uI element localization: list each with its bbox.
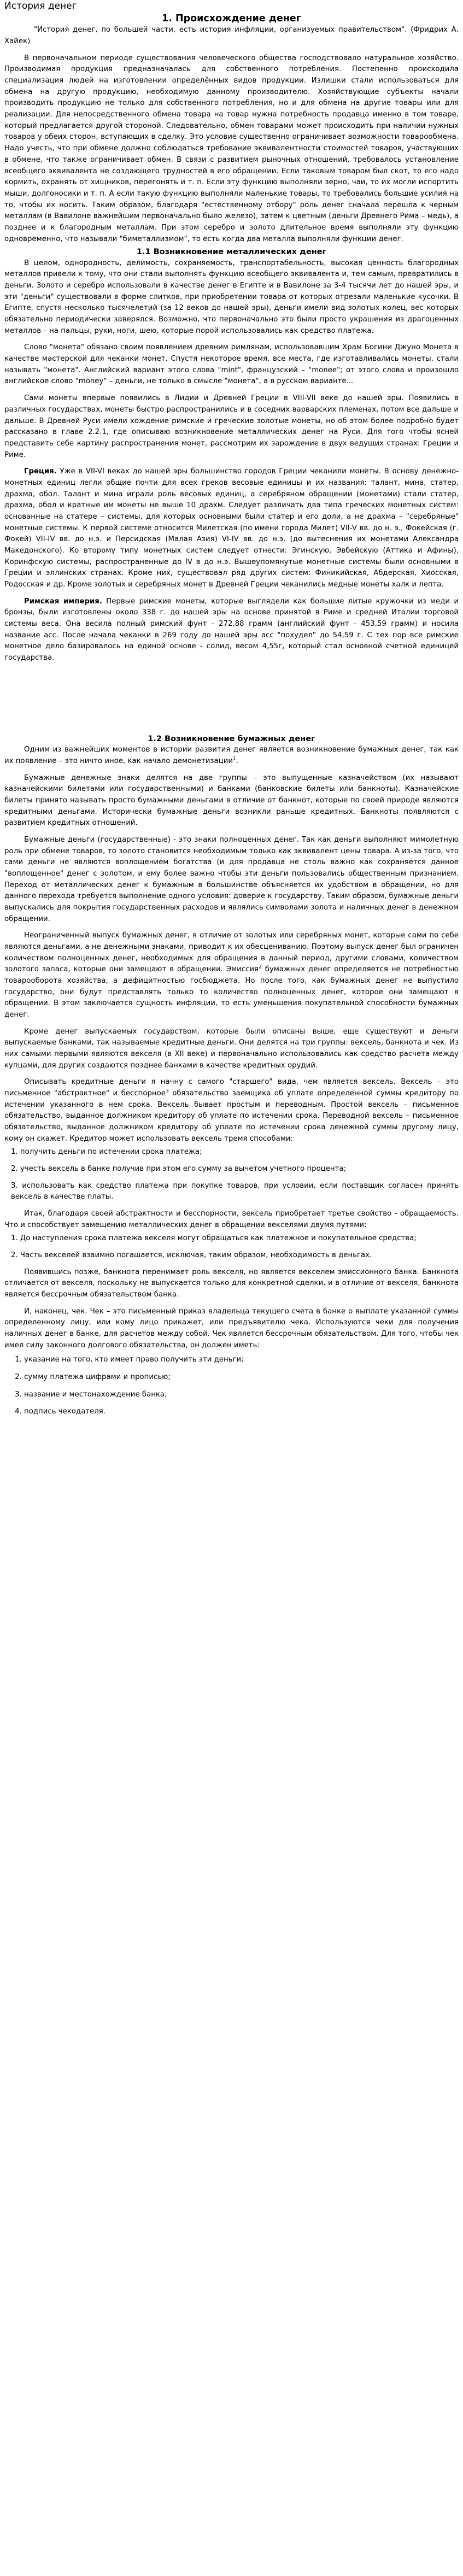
section-1-2-paragraph-4 bbox=[4, 930, 459, 1020]
section-1-paragraph: В первоначальном периоде существования человеческого общества господствовало натуральное хозяйство. Производимая продукция предназначалась для собственного потребления. Постепенно происходила специализация людей на изготовлении определённых видов продукции. Излишки стали использоваться для обмена на другую продукцию, необходимую данному производителю. Хозяйствующие субъекты начали производить продукцию не только для собственного потребления, но и для обмена на другие товары или для реализации. Для непосредственного обмена товара на товар нужна потребность продавца именно в том товаре, который предлагается другой стороной. Следовательно, обмен товарами может происходить при наличии нужных товаров у обеих сторон, вступающих в сделку. Это условие существенно ограничивает возможности товарообмена. Надо учесть, что при обмене должно соблюдаться требование эквивалентности стоимостей товаров, участвующих в обмене, что также ограничивает обмен. В связи с развитием рыночных отношений, требовалось установление всеобщего эквивалента не создающего трудностей в его обращении. Если таковым товаром был скот, то его надо кормить, охранять от хищников, перегонять и т. п. Если эту функцию выполняли зерно, чаи, то их могли испортить мыши, долгоносики и т. п. А если такую функцию выполняли маленькие товары, то требовались большие усилия на то, чтобы их носить. Таким образом, благодаря "естественному отбору" роль денег сначала перешла к черным металлам (в Вавилоне важнейшим первоначально было железо), затем к цветным (деньги Древнего Рима – медь), а позднее и к благородным металлам. При этом серебро и золото длительное время выполняли эту функцию одновременно, что называли "биметаллизмом", то есть когда два металла выполняли функции денег. bbox=[4, 54, 459, 243]
section-1-2-paragraph-2: Бумажные денежные знаки делятся на две группы – это выпущенные казначейством (их называют казначейскими билетами или государственными) и банками (банковские билеты или банкноты). Казначейские билеты принято называть просто бумажными деньгами в отличие от банкнот, которые по своей природе являются кредитными деньгами. Исторически бумажные деньги возникли раньше кредитных. Банкноты появляются с развитием кредитных отношений. bbox=[4, 773, 459, 828]
section-1-1-paragraph-3: Сами монеты впервые появились в Лидии и Древней Греции в VIII-VII веке до нашей эры. Появились в различных государствах, монеты быстро распространились и в соседних варварских племенах, потом все дальше и дальше. В Древней Руси имели хождение римские и греческие золотые монеты, но об этом более подробно будет рассказано в главе 2.2.1, где описываю возникновение металлических денег на Руси. Для того чтобы ясней представить себе картину распространения монет, рассмотрим их зарождение в двух ведущих странах: Греции и Риме. bbox=[4, 394, 459, 459]
greece-paragraph bbox=[4, 466, 459, 590]
section-1-2-paragraph-3: Бумажные деньги (государственные) - это знаки полноценных денег. Так как деньги выполняют мимолетную роль при обмене товаров, то золото становится необходимым только как эквивалент цены товара. А из-за того, что сами деньги не являются воплощением богатства (и для продавца не столь важно как сохраняется данное "воплощенное" денег с золотом, и ему более важно чтобы эти деньги пользовались общественным признанием. Переход от металлических денег к бумажным в большинстве объясняется их удобством в обращении, но для данного перехода требуется выполнение одного условия: доверие к государству. Таким образом, бумажные деньги выпускались для покрытия государственных расходов и являлись символами золота и наличных денег в денежном обращении. bbox=[4, 835, 459, 923]
greece-heading: Греция. bbox=[24, 467, 57, 476]
list-item: 3. использовать как средство платежа при покупке товаров, при условии, если поставщик согласен принять вексель в качестве платы. bbox=[11, 1181, 459, 1201]
rome-heading: Римская империя. bbox=[24, 597, 102, 606]
rome-paragraph bbox=[4, 596, 459, 664]
section-1-1-title: 1.1 Возникновение металлических денег bbox=[136, 248, 327, 257]
section-1-2-paragraph-7: Итак, благодаря своей абстрактности и бесспорности, вексель приобретает третье свойство - обращаемость. Что и способствует замещению металлических денег в обращении векселями двумя путями: bbox=[4, 1210, 459, 1229]
section-1-2-paragraph-1-end: . bbox=[236, 756, 238, 765]
document-header: История денег bbox=[4, 1, 77, 11]
rome-text: Первые римские монеты, которые выглядели как большие литые кружочки из меди и бронзы, были изготовлены около 338 г. до нашей эры на основе принятой в Риме и средней Италии торговой системы веса. Она весила полный римский фунт - 272,88 грамм (английский фунт - 453,59 грамм) и носила название асс. После начала чеканки в 269 году до нашей эры асс "похудел" до 54,59 г. С тех пор все римские монетное дело базировалось на единой основе - солид, весом 4,55г, который стал основной счетной единицей государства. bbox=[4, 597, 459, 662]
epigraph: "История денег, по большей части, есть история инфляции, организуемых правительством". (Фридрих А. Хайек) bbox=[4, 26, 459, 46]
bill-uses-list bbox=[4, 1147, 459, 1203]
section-1-2-paragraph-6-text: Описывать кредитные деньги я начну с самого "старшего" вида, чем является вексель. Вексель – это письменное "абстрактное" и бесспорное bbox=[4, 1078, 459, 1098]
footnote-ref-3[interactable]: 3 bbox=[165, 1088, 169, 1094]
list-item: 3. название и местонахождение банка; bbox=[24, 1389, 459, 1401]
list-item: 2. учесть вексель в банке получив при этом его сумму за вычетом учетного процента; bbox=[11, 1165, 347, 1173]
section-1-1-paragraph-1: В целом, однородность, делимость, сохраняемость, транспортабельность, высокая ценность благородных металлов привели к тому, что они стали выполнять функцию всеобщего эквивалента и, тем самым, превратились в деньги. Золото и серебро использовали в качестве денег в Египте и в Вавилоне за 3-4 тысячи лет до нашей эры, и эти "деньги" существовали в форме слитков, при приобретении товара от которых отрезали маленькие кусочки. В Египте, спустя несколько тысячелетий (за 12 веков до нашей эры), деньги имели вид золотых колец, вес которых обязательно периодически заверялся. Возможно, что первоначально это были просто украшения из драгоценных металлов – на пальцы, руки, ноги, шею, которые порой использовались как средство платежа. bbox=[4, 259, 459, 335]
list-item: 2. сумму платежа цифрами и прописью; bbox=[24, 1372, 459, 1383]
list-item: 1. получить деньги по истечении срока платежа; bbox=[11, 1148, 202, 1157]
section-1-2-paragraph-1 bbox=[4, 744, 459, 767]
replacement-ways-list bbox=[4, 1233, 459, 1261]
list-item: 1. До наступления срока платежа векселя могут обращаться как платежное и покупательное средства; bbox=[11, 1234, 417, 1243]
section-1-2-paragraph-1-text: Одним из важнейших моментов в истории развития денег является возникновение бумажных денег, так как их появление – это ничто иное, как начало демонетизации bbox=[4, 746, 459, 765]
section-1-2-paragraph-6 bbox=[4, 1077, 459, 1145]
footnote-ref-2[interactable]: 2 bbox=[259, 964, 262, 970]
section-1-1-paragraph-2: Слово "монета" обязано своим появлением древним римлянам, использовавшим Храм Богини Джуно Монета в качестве мастерской для чеканки монет. Спустя некоторое время, все места, где изготавливались монеты, стали называть "монета". Английский вариант этого слова "mint", французский – "monee"; от этого слова и произошло английское слово "money" – деньги, не только в смысле "монета", а в русском варианте... bbox=[4, 343, 459, 386]
greece-text: Уже в VII-VI веках до нашей эры большинство городов Греции чеканили монеты. В основу денежно-монетных единиц легли общие почти для всех греков весовые единицы и их названия: талант, мина, статер, драхма, обол. Талант и мина играли роль весовых единиц, а серебряном обращении (монетами) стали статер, драхма, обол и кратные им монеты не выше 10 драхм. Следует различать два типа греческих монетных систем: основанные на статере – системы, для которых основными были статер и его доли, а не драхма – "серебряные" монетные системы. К первой системе относится Милетская (по имени города Милет) VII-V вв. до н. э., Фокейская (г. Фокей) VII-IV вв. до н.э. и Персидская (Малая Азия) VI-IV вв. до н.э. (до вытеснения их монетами Александра Македонского). Ко второму типу монетных систем следует отнести: Эгинскую, Эвбейскую (Аттика и Афины), Коринфскую системы, распространенные до IV в до н.э. Вышеупомянутые монетные системы были основными в Греции и эллинских странах. Кроме них, существовал ряд других систем: Финикийская, Абдерская, Хиосская, Родосская и др. Кроме золотых и серебряных монет в Древней Греции чеканились медные монеты халк и лепта. bbox=[4, 467, 459, 589]
footnote-ref-1[interactable]: 1 bbox=[233, 756, 236, 762]
section-1-2-paragraph-9: И, наконец, чек. Чек – это письменный приказ владельца текущего счета в банке о выплате указанной суммы определенному лицу, или кому лицо прикажет, или предъявителю чека. Используются чеки для получения наличных денег в банке, для расчетов между собой. Чек является бессрочным обязательством. Для того, чтобы чек имел силу законного долгового обязательства, он должен иметь: bbox=[4, 1307, 459, 1349]
list-item: 1. указание на того, кто имеет право получить эти деньги; bbox=[24, 1354, 459, 1366]
list-item: 2. Часть векселей взаимно погашается, исключая, таким образом, необходимость в деньгах. bbox=[11, 1251, 372, 1260]
check-requirements-list bbox=[4, 1354, 459, 1418]
list-item: 4. подпись чекодателя. bbox=[24, 1406, 459, 1418]
section-1-2-paragraph-5: Кроме денег выпускаемых государством, которые были описаны выше, еще существуют и деньги выпускаемые банками, так называемые кредитные деньги. Они делятся на три группы: вексель, банкнота и чек. Из них самыми первыми являются векселя (в XII веке) и первоначально использовались как средство расчета между купцами, для других создаются позднее банками в качестве кредитных орудий. bbox=[4, 1027, 459, 1070]
section-1-2-paragraph-6-end: обязательство заемщика об уплате определенной суммы кредитору по истечении указанного в нем срока. Вексель бывает простым и переводным. Простой вексель – письменное обязательство, выданное должником кредитору об уплате по истечении срока. Переводной вексель – письменное обязательство, выданное должником кредитору об уплате по истечении срока денежной суммы другому лицу, кому он скажет. Кредитор может использовать вексель тремя способами: bbox=[4, 1089, 459, 1143]
section-1-2-title: 1.2 Возникновение бумажных денег bbox=[148, 734, 315, 743]
section-1-title: 1. Происхождение денег bbox=[162, 13, 301, 24]
section-1-2-paragraph-4-end: бумажных денег определяется не потребностью товарооборота хозяйства, а дефицитностью госбюджета. Но после того, как бумажных денег не выпустило государство, они будут представлять только то количество полноценных денег, которое они замещают в обращении. В этом заключается сущность инфляции, то есть уменьшения покупательной способности бумажных денег. bbox=[4, 965, 459, 1019]
section-1-2-paragraph-8: Появившись позже, банкнота перенимает роль векселя, но является векселем эмиссионного банка. Банкнота отличается от векселя, поскольку не выпускается только для конкретной сделки, и в отличие от векселя, банкнота является бессрочным обязательством банка. bbox=[4, 1268, 459, 1299]
section-1-2-paragraph-4-text: Неограниченный выпуск бумажных денег, в отличие от золотых или серебряных монет, которые сами по себе являются деньгами, а не денежными знаками, приводит к их обесцениванию. Поэтому выпуск денег был ограничен количеством полноценных денег, необходимых для обращения в данный период, другими словами, количеством золотого запаса, которые они замещают в обращении. Эмиссия bbox=[4, 931, 459, 974]
